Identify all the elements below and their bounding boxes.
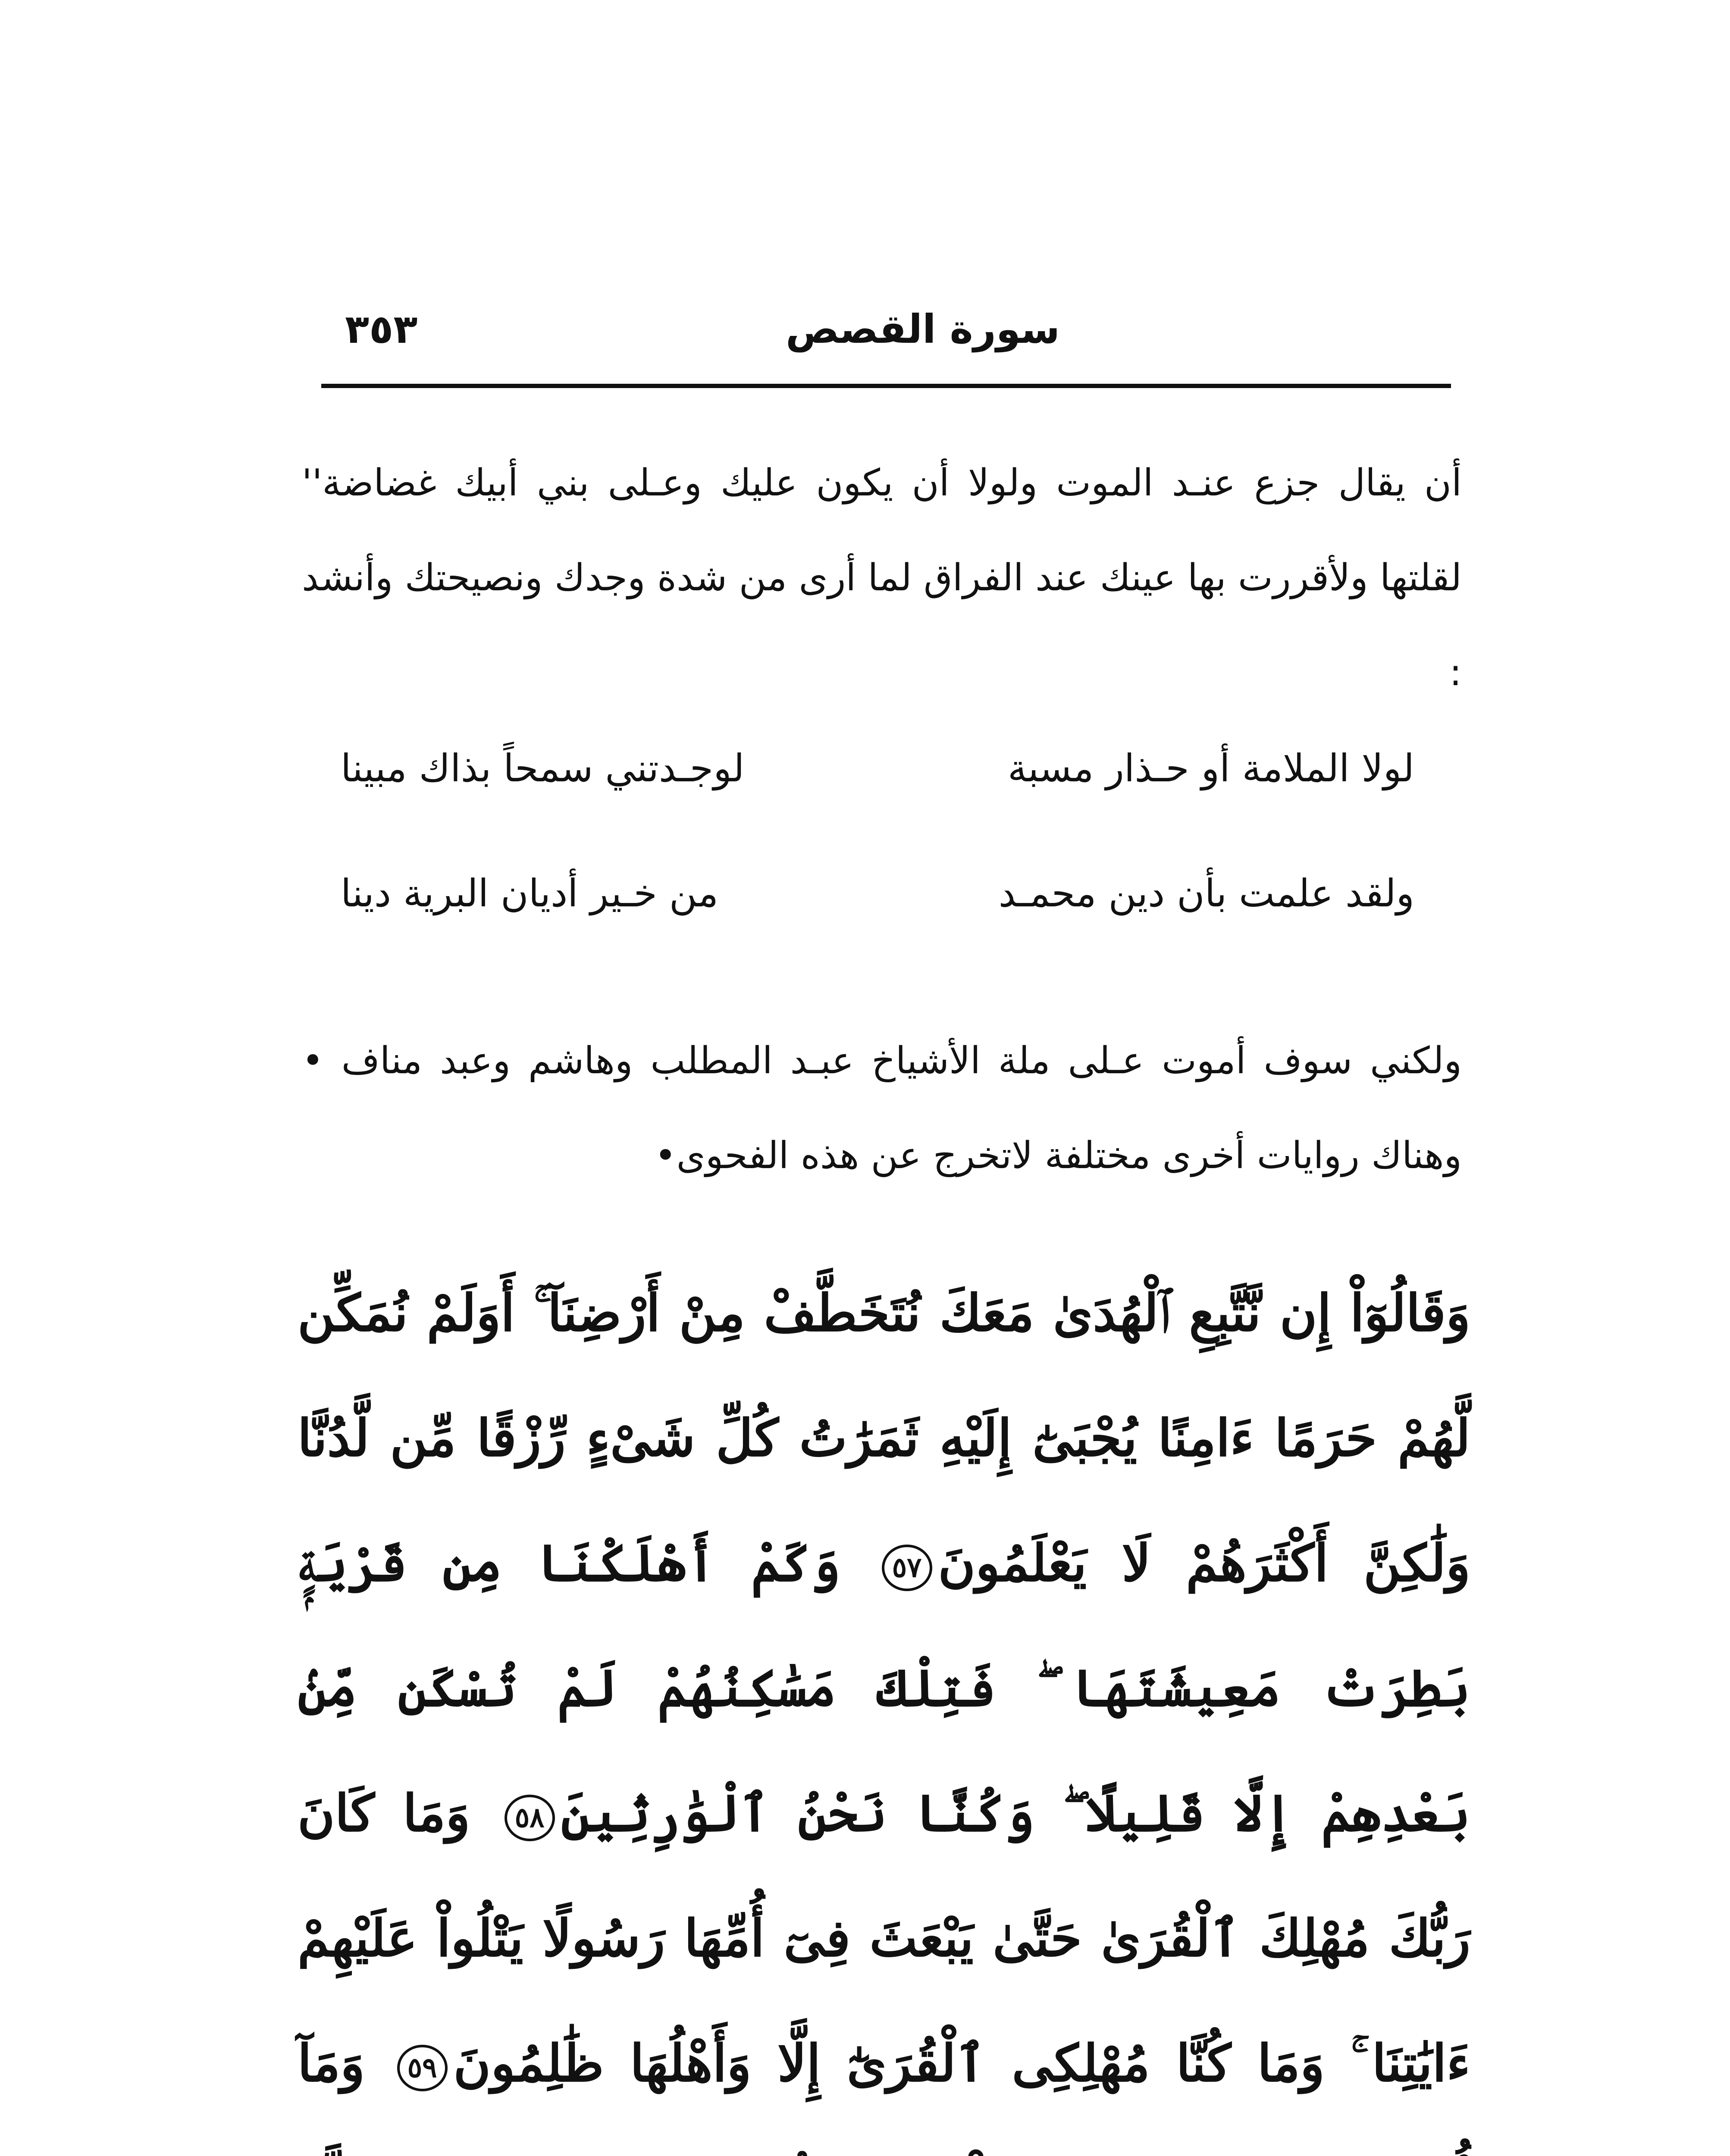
verse-first-hemistich: لولا الملامة أو حـذار مسبة — [1008, 746, 1414, 790]
ayah-number-marker: ٥٧ — [882, 1545, 932, 1591]
page-number: ٣٥٣ — [345, 306, 418, 352]
ayah-number-marker: ٥٨ — [505, 1795, 555, 1841]
poem — [328, 746, 1414, 996]
verse-second-hemistich: لوجـدتني سمحاً بذاك مبينا — [341, 746, 745, 790]
quran-ayah-59: وَمَا كَانَ رَبُّكَ مُهْلِكَ ٱلْقُرَىٰ حَتَّىٰ يَبْعَثَ فِىٓ أُمِّهَا رَسُولًا يَتْلُواْ عَلَيْهِمْ ءَايَٰتِنَا ۚ وَمَا كُنَّا مُهْلِكِى ٱلْقُرَىٰٓ إِلَّا وَأَهْلُهَا ظَٰلِمُونَ — [298, 1783, 1470, 2093]
quran-ayah-57: وَقَالُوٓاْ إِن نَّتَّبِعِ ٱلْهُدَىٰ مَعَكَ نُتَخَطَّفْ مِنْ أَرْضِنَآ ۚ أَوَلَمْ نُمَكِّن لَّهُمْ حَرَمًا ءَامِنًا يُجْبَىٰٓ إِلَيْهِ ثَمَرَٰتُ كُلِّ شَىْءٍ رِّزْقًا مِّن لَّدُنَّا وَلَٰكِنَّ أَكْثَرَهُمْ لَا يَعْلَمُونَ — [298, 1283, 1470, 1593]
verse-first-hemistich: ولقد علمت بأن دين محمـد — [998, 871, 1414, 915]
commentary-paragraph-2: ولكني سوف أموت عـلى ملة الأشياخ عبـد المطلب وهاشم وعبد مناف • وهناك روايات أخرى مختلفة لاتخرج عن هذه الفحوى• — [302, 1039, 1462, 1177]
poem-verse-1 — [328, 746, 1414, 824]
quran-text — [298, 1250, 1470, 2156]
quran-ayah-58: وَكَمْ أَهْلَكْنَا مِن قَرْيَةٍۭ بَطِرَتْ مَعِيشَتَهَا ۖ فَتِلْكَ مَسَٰكِنُهُمْ لَمْ تُسْكَن مِّنۢ بَعْدِهِمْ إِلَّا قَلِيلًا ۖ وَكُنَّا نَحْنُ ٱلْوَٰرِثِينَ — [298, 1533, 1470, 1843]
poem-verse-2 — [328, 871, 1414, 949]
verse-second-hemistich: من خـير أديان البرية دينا — [341, 871, 718, 915]
quran-ayah-60: وَمَآ — [298, 2033, 365, 2093]
surah-title: سورة القصص — [786, 306, 1060, 352]
ayah-number-marker: ٥٩ — [397, 2045, 448, 2091]
header-divider — [321, 384, 1451, 388]
commentary-paragraph-1: أن يقال جزع عنـد الموت ولولا أن يكون عليك وعـلى بني أبيك غضاضة'' لقلتها ولأقررت بها عينك عند الفراق لما أرى من شدة وجدك ونصيحتك وأنشد : — [302, 461, 1462, 694]
page-header — [319, 298, 1457, 362]
